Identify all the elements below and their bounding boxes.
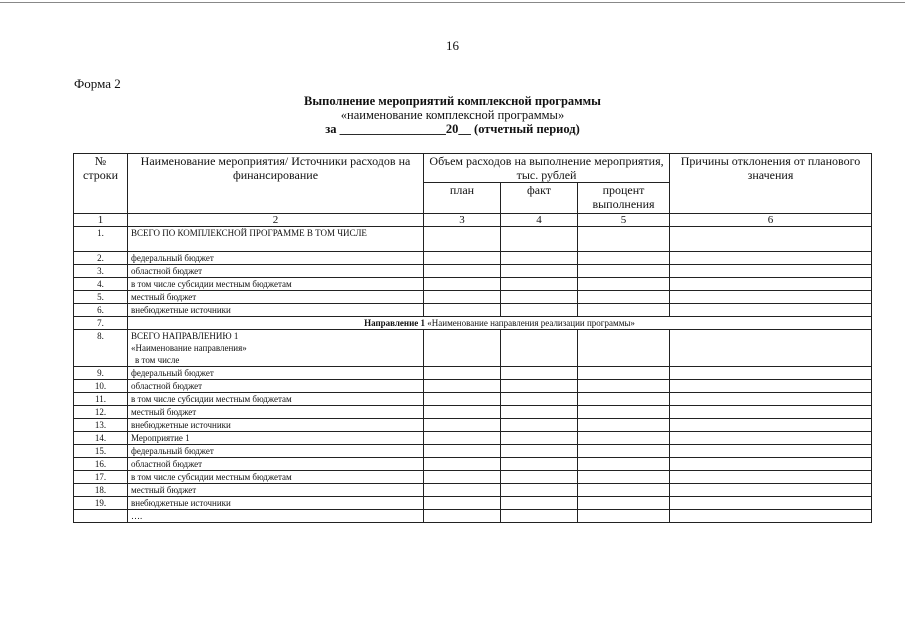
reason-cell xyxy=(670,484,872,497)
row-label: областной бюджет xyxy=(128,265,424,278)
row-number: 12. xyxy=(74,406,128,419)
header-name: Наименование мероприятия/ Источники расходов на финансирование xyxy=(128,154,424,214)
fact-cell xyxy=(501,432,578,445)
table-row xyxy=(74,393,872,406)
row-number: 7. xyxy=(74,317,128,330)
table-row xyxy=(74,227,872,252)
row-number: 8. xyxy=(74,330,128,367)
plan-cell xyxy=(424,265,501,278)
header-reasons: Причины отклонения от планового значения xyxy=(670,154,872,214)
row-number: 2. xyxy=(74,252,128,265)
row-number: 11. xyxy=(74,393,128,406)
plan-cell xyxy=(424,471,501,484)
reason-cell xyxy=(670,393,872,406)
column-number: 5 xyxy=(578,214,670,227)
row-number xyxy=(74,510,128,523)
table-row xyxy=(74,278,872,291)
form-label: Форма 2 xyxy=(74,76,121,91)
reason-cell xyxy=(670,265,872,278)
row-number: 16. xyxy=(74,458,128,471)
direction-heading xyxy=(128,317,872,330)
row-label: федеральный бюджет xyxy=(128,367,424,380)
table-row xyxy=(74,432,872,445)
fact-cell xyxy=(501,445,578,458)
fact-cell xyxy=(501,227,578,252)
plan-cell xyxy=(424,330,501,367)
title-line-1: Выполнение мероприятий комплексной программы xyxy=(304,94,601,108)
table-row xyxy=(74,497,872,510)
row-label: внебюджетные источники xyxy=(128,304,424,317)
plan-cell xyxy=(424,445,501,458)
table-row xyxy=(74,419,872,432)
fact-cell xyxy=(501,393,578,406)
row-label-line: в том числе xyxy=(135,355,180,365)
fact-cell xyxy=(501,252,578,265)
header-percent: процент выполнения xyxy=(578,183,670,214)
reason-cell xyxy=(670,445,872,458)
percent-cell xyxy=(578,291,670,304)
row-label: областной бюджет xyxy=(128,380,424,393)
table-row xyxy=(74,471,872,484)
percent-cell xyxy=(578,330,670,367)
title-line-3: за _________________20__ (отчетный период) xyxy=(325,122,580,136)
plan-cell xyxy=(424,419,501,432)
fact-cell xyxy=(501,278,578,291)
plan-cell xyxy=(424,406,501,419)
row-number: 5. xyxy=(74,291,128,304)
table-row xyxy=(74,367,872,380)
fact-cell xyxy=(501,484,578,497)
reason-cell xyxy=(670,458,872,471)
reason-cell xyxy=(670,367,872,380)
row-label: местный бюджет xyxy=(128,406,424,419)
table-row xyxy=(74,445,872,458)
fact-cell xyxy=(501,304,578,317)
percent-cell xyxy=(578,484,670,497)
row-label: в том числе субсидии местным бюджетам xyxy=(128,471,424,484)
row-label: областной бюджет xyxy=(128,458,424,471)
row-number: 4. xyxy=(74,278,128,291)
column-number: 1 xyxy=(74,214,128,227)
percent-cell xyxy=(578,252,670,265)
header-plan: план xyxy=(424,183,501,214)
reason-cell xyxy=(670,497,872,510)
fact-cell xyxy=(501,265,578,278)
percent-cell xyxy=(578,419,670,432)
plan-cell xyxy=(424,291,501,304)
column-number: 3 xyxy=(424,214,501,227)
fact-cell xyxy=(501,458,578,471)
reason-cell xyxy=(670,471,872,484)
percent-cell xyxy=(578,278,670,291)
row-number: 14. xyxy=(74,432,128,445)
document-title-block xyxy=(0,94,905,136)
direction-label: Направление 1 xyxy=(364,318,426,328)
fact-cell xyxy=(501,510,578,523)
plan-cell xyxy=(424,458,501,471)
percent-cell xyxy=(578,471,670,484)
row-label: местный бюджет xyxy=(128,291,424,304)
row-label: в том числе субсидии местным бюджетам xyxy=(128,278,424,291)
page-number: 16 xyxy=(446,38,459,53)
table-row xyxy=(74,484,872,497)
direction-name: «Наименование направления реализации программы» xyxy=(427,318,635,328)
percent-cell xyxy=(578,510,670,523)
reason-cell xyxy=(670,304,872,317)
row-label: Мероприятие 1 xyxy=(128,432,424,445)
plan-cell xyxy=(424,380,501,393)
percent-cell xyxy=(578,393,670,406)
row-label: федеральный бюджет xyxy=(128,445,424,458)
reason-cell xyxy=(670,432,872,445)
header-fact: факт xyxy=(501,183,578,214)
header-volume: Объем расходов на выполнение мероприятия, тыс. рублей xyxy=(424,154,670,183)
fact-cell xyxy=(501,406,578,419)
column-number: 6 xyxy=(670,214,872,227)
table-row xyxy=(74,330,872,367)
row-number: 1. xyxy=(74,227,128,252)
plan-cell xyxy=(424,497,501,510)
percent-cell xyxy=(578,265,670,278)
table-row xyxy=(74,510,872,523)
header-row-number: № строки xyxy=(74,154,128,214)
top-scan-edge xyxy=(0,2,905,3)
row-label-line: «Наименование направления» xyxy=(131,343,247,353)
reason-cell xyxy=(670,291,872,304)
reason-cell xyxy=(670,406,872,419)
plan-cell xyxy=(424,484,501,497)
percent-cell xyxy=(578,227,670,252)
direction-row xyxy=(74,317,872,330)
table-row xyxy=(74,291,872,304)
table-row xyxy=(74,380,872,393)
fact-cell xyxy=(501,367,578,380)
row-label: в том числе субсидии местным бюджетам xyxy=(128,393,424,406)
column-number: 2 xyxy=(128,214,424,227)
column-number-row xyxy=(74,214,872,227)
percent-cell xyxy=(578,367,670,380)
reason-cell xyxy=(670,252,872,265)
percent-cell xyxy=(578,497,670,510)
table-row xyxy=(74,458,872,471)
table-row xyxy=(74,406,872,419)
reason-cell xyxy=(670,510,872,523)
row-number: 3. xyxy=(74,265,128,278)
fact-cell xyxy=(501,291,578,304)
row-number: 19. xyxy=(74,497,128,510)
plan-cell xyxy=(424,252,501,265)
row-label: внебюджетные источники xyxy=(128,497,424,510)
row-number: 15. xyxy=(74,445,128,458)
row-label: внебюджетные источники xyxy=(128,419,424,432)
plan-cell xyxy=(424,510,501,523)
table-row xyxy=(74,304,872,317)
row-number: 9. xyxy=(74,367,128,380)
plan-cell xyxy=(424,367,501,380)
reason-cell xyxy=(670,419,872,432)
fact-cell xyxy=(501,471,578,484)
table-row xyxy=(74,265,872,278)
row-label xyxy=(128,330,424,367)
reason-cell xyxy=(670,227,872,252)
percent-cell xyxy=(578,458,670,471)
percent-cell xyxy=(578,380,670,393)
reason-cell xyxy=(670,330,872,367)
column-number: 4 xyxy=(501,214,578,227)
reason-cell xyxy=(670,380,872,393)
percent-cell xyxy=(578,445,670,458)
plan-cell xyxy=(424,227,501,252)
plan-cell xyxy=(424,432,501,445)
fact-cell xyxy=(501,419,578,432)
row-number: 6. xyxy=(74,304,128,317)
row-number: 18. xyxy=(74,484,128,497)
percent-cell xyxy=(578,406,670,419)
row-label: местный бюджет xyxy=(128,484,424,497)
plan-cell xyxy=(424,278,501,291)
plan-cell xyxy=(424,393,501,406)
percent-cell xyxy=(578,304,670,317)
program-execution-table xyxy=(73,153,872,523)
row-label: федеральный бюджет xyxy=(128,252,424,265)
row-label: …. xyxy=(128,510,424,523)
fact-cell xyxy=(501,497,578,510)
row-number: 10. xyxy=(74,380,128,393)
row-number: 13. xyxy=(74,419,128,432)
reason-cell xyxy=(670,278,872,291)
table-row xyxy=(74,252,872,265)
fact-cell xyxy=(501,380,578,393)
row-number: 17. xyxy=(74,471,128,484)
title-line-2: «наименование комплексной программы» xyxy=(340,108,565,122)
row-label-line: ВСЕГО НАПРАВЛЕНИЮ 1 xyxy=(131,331,239,341)
plan-cell xyxy=(424,304,501,317)
fact-cell xyxy=(501,330,578,367)
percent-cell xyxy=(578,432,670,445)
row-label: ВСЕГО ПО КОМПЛЕКСНОЙ ПРОГРАММЕ В ТОМ ЧИСЛЕ xyxy=(128,227,424,252)
